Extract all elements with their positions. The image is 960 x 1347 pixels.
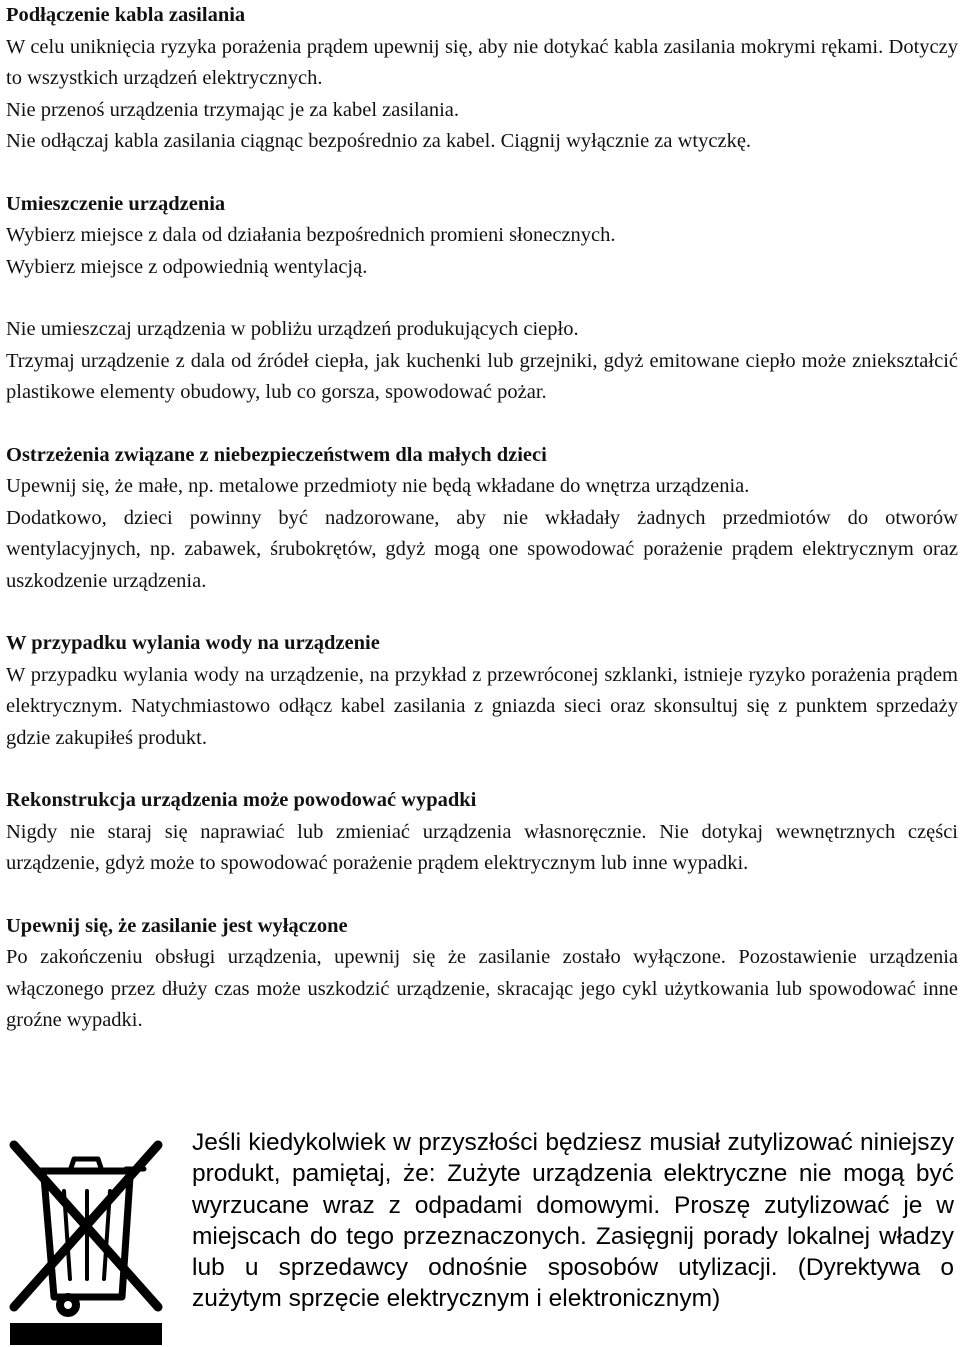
section-heading: W przypadku wylania wody na urządzenie	[6, 632, 380, 654]
paragraph: Nie odłączaj kabla zasilania ciągnąc bezpośrednio za kabel. Ciągnij wyłącznie za wtyczkę.	[6, 130, 752, 152]
section-modification	[6, 785, 958, 880]
paragraph: Upewnij się, że małe, np. metalowe przedmioty nie będą wkładane do wnętrza urządzenia.	[6, 475, 750, 497]
section-heading: Upewnij się, że zasilanie jest wyłączone	[6, 914, 348, 937]
paragraph: W celu uniknięcia ryzyka porażenia prądem upewnij się, aby nie dotykać kabla zasilania mokrymi rękami. Dotyczy to wszystkich urządzeń elektrycznych.	[6, 35, 958, 89]
section-heading: Ostrzeżenia związane z niebezpieczeństwem dla małych dzieci	[6, 443, 547, 466]
section-heading: Umieszczenie urządzenia	[6, 192, 226, 215]
paragraph: W przypadku wylania wody na urządzenie, na przykład z przewróconej szklanki, istnieje ryzyko porażenia prądem elektrycznym. Natychmiastowo odłącz kabel zasilania z gniazda sieci oraz skonsultuj się z punktem sprzedaży gdzie zakupiłeś produkt.	[6, 663, 958, 749]
weee-disposal-notice	[0, 1113, 960, 1347]
section-heading: Podłączenie kabla zasilania	[6, 4, 246, 26]
section-heat-sources	[6, 314, 958, 409]
paragraph: Nie przenoś urządzenia trzymając je za kabel zasilania.	[6, 98, 460, 121]
section-placement	[6, 189, 958, 284]
document-page	[6, 0, 958, 1037]
paragraph: Nigdy nie staraj się naprawiać lub zmieniać urządzenia własnoręcznie. Nie dotykaj wewnętrznych części urządzenie, gdyż może to spowodować porażenie prądem elektrycznym lub inne wypadki.	[6, 820, 958, 874]
section-heading: Rekonstrukcja urządzenia może powodować wypadki	[6, 789, 477, 811]
paragraph: Dodatkowo, dzieci powinny być nadzorowane, aby nie wkładały żadnych przedmiotów do otworów wentylacyjnych, np. zabawek, śrubokrętów, gdyż mogą one spowodować porażenie prądem elektrycznym oraz uszkodzenie urządzenia.	[6, 506, 958, 592]
paragraph: Trzymaj urządzenie z dala od źródeł ciepła, jak kuchenki lub grzejniki, gdyż emitowane ciepło może zniekształcić plastikowe elementy obudowy, lub co gorsza, spowodować pożar.	[6, 349, 958, 403]
section-child-safety	[6, 440, 958, 598]
section-power-cable	[6, 0, 958, 158]
section-water-spill	[6, 628, 958, 754]
section-power-off	[6, 911, 958, 1037]
paragraph: Po zakończeniu obsługi urządzenia, upewnij się że zasilanie zostało wyłączone. Pozostawienie urządzenia włączonego przez dłuży czas może uszkodzić urządzenie, skracając jego cykl użytkowania lub spowodować inne groźne wypadki.	[6, 946, 958, 1031]
paragraph: Wybierz miejsce z odpowiednią wentylacją.	[6, 255, 368, 278]
crossed-out-wheelie-bin-icon	[4, 1129, 168, 1347]
paragraph: Wybierz miejsce z dala od działania bezpośrednich promieni słonecznych.	[6, 224, 616, 246]
paragraph: Nie umieszczaj urządzenia w pobliżu urządzeń produkujących ciepło.	[6, 318, 579, 340]
weee-notice-text: Jeśli kiedykolwiek w przyszłości będziesz musiał zutylizować niniejszy produkt, pamiętaj, że: Zużyte urządzenia elektryczne nie mogą być wyrzucane wraz z odpadami domowymi. Proszę zutylizować je w miejscach do tego przeznaczonych. Zasięgnij porady lokalnej władzy lub u sprzedawcy odnośnie sposobów utylizacji. (Dyrektywa o zużytym sprzęcie elektrycznym i elektronicznym)	[192, 1129, 954, 1313]
